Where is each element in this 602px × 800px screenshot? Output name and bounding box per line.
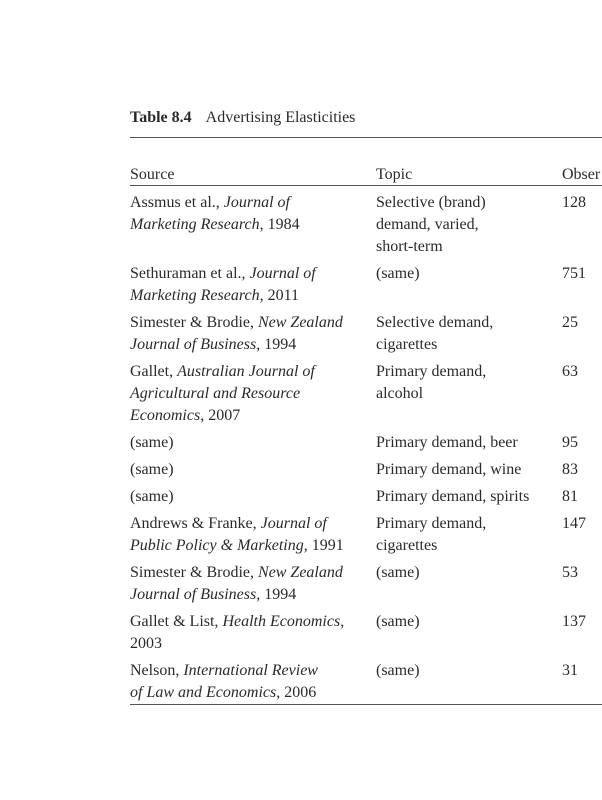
- source-italic-text: International Review: [183, 662, 318, 679]
- source-line: [130, 486, 370, 508]
- cell-topic: [376, 513, 556, 557]
- source-italic-text: Journal of: [260, 515, 327, 532]
- source-line: [130, 405, 370, 427]
- cell-source: [130, 611, 370, 655]
- cell-observations: 63: [562, 363, 578, 380]
- table-number: Table 8.4: [130, 109, 192, 126]
- source-italic-text: New Zealand: [257, 314, 343, 331]
- header-observations: Obser: [562, 166, 601, 183]
- cell-topic: [376, 611, 556, 633]
- cell-observations: 25: [562, 314, 578, 331]
- topic-line: (same): [376, 265, 420, 282]
- source-italic-text: Journal of: [249, 265, 316, 282]
- topic-line: alcohol: [376, 385, 424, 402]
- source-text: 2003: [130, 635, 162, 652]
- top-rule: [130, 137, 602, 138]
- cell-observations: 83: [562, 461, 578, 478]
- topic-line: Primary demand, spirits: [376, 488, 530, 505]
- topic-line: cigarettes: [376, 336, 438, 353]
- topic-line: (same): [376, 662, 420, 679]
- source-text: (same): [130, 461, 174, 478]
- source-line: [130, 682, 370, 704]
- source-line: [130, 513, 370, 535]
- source-text: Simester & Brodie,: [130, 314, 258, 331]
- source-line: [130, 562, 370, 584]
- source-italic-text: Health Economics: [222, 613, 341, 630]
- topic-line: Primary demand, beer: [376, 434, 518, 451]
- source-text: Nelson,: [130, 662, 184, 679]
- source-line: [130, 192, 370, 214]
- topic-line: Primary demand,: [376, 515, 487, 532]
- source-italic-text: Public Policy & Marketing: [130, 537, 304, 554]
- source-line: [130, 459, 370, 481]
- cell-topic: [376, 361, 556, 405]
- cell-topic: [376, 459, 556, 481]
- source-line: [130, 334, 370, 356]
- topic-line: short-term: [376, 238, 443, 255]
- cell-observations: 147: [562, 515, 586, 532]
- source-line: [130, 660, 370, 682]
- source-line: [130, 633, 370, 655]
- source-line: [130, 432, 370, 454]
- cell-observations: 751: [562, 265, 586, 282]
- source-italic-text: Journal of: [223, 194, 290, 211]
- source-text: Gallet & List,: [130, 613, 223, 630]
- source-line: [130, 383, 370, 405]
- cell-source: [130, 660, 370, 704]
- source-text: , 2011: [259, 287, 299, 304]
- source-text: Simester & Brodie,: [130, 564, 258, 581]
- table-title: Advertising Elasticities: [205, 109, 356, 126]
- source-italic-text: Australian Journal of: [177, 363, 315, 380]
- source-line: [130, 263, 370, 285]
- cell-source: [130, 312, 370, 356]
- topic-line: cigarettes: [376, 537, 438, 554]
- topic-line: (same): [376, 564, 420, 581]
- source-italic-text: Journal of Business: [130, 336, 257, 353]
- bottom-rule: [130, 704, 602, 705]
- source-italic-text: Marketing Research: [130, 216, 260, 233]
- source-line: [130, 214, 370, 236]
- header-topic: Topic: [376, 166, 413, 183]
- cell-observations: 81: [562, 488, 578, 505]
- source-italic-text: Marketing Research: [130, 287, 260, 304]
- source-italic-text: Economics: [130, 407, 201, 424]
- cell-topic: [376, 660, 556, 682]
- source-line: [130, 584, 370, 606]
- topic-line: Primary demand, wine: [376, 461, 522, 478]
- cell-source: [130, 459, 370, 481]
- cell-topic: [376, 486, 556, 508]
- source-line: [130, 361, 370, 383]
- source-text: , 1994: [256, 586, 297, 603]
- cell-topic: [376, 192, 556, 258]
- topic-line: Selective (brand): [376, 194, 486, 211]
- header-source: Source: [130, 166, 175, 183]
- source-line: [130, 611, 370, 633]
- source-italic-text: of Law and Economics: [130, 684, 277, 701]
- cell-observations: 31: [562, 662, 578, 679]
- header-rule: [130, 185, 602, 186]
- source-line: [130, 285, 370, 307]
- cell-observations: 53: [562, 564, 578, 581]
- cell-source: [130, 513, 370, 557]
- cell-observations: 95: [562, 434, 578, 451]
- topic-line: Primary demand,: [376, 363, 487, 380]
- cell-observations: 137: [562, 613, 586, 630]
- topic-line: demand, varied,: [376, 216, 479, 233]
- source-text: , 1994: [256, 336, 297, 353]
- cell-source: [130, 432, 370, 454]
- source-line: [130, 312, 370, 334]
- topic-line: Selective demand,: [376, 314, 494, 331]
- source-text: Assmus et al.,: [130, 194, 224, 211]
- source-text: Andrews & Franke,: [130, 515, 261, 532]
- cell-source: [130, 192, 370, 236]
- source-line: [130, 535, 370, 557]
- source-text: , 2006: [276, 684, 317, 701]
- cell-topic: [376, 562, 556, 584]
- source-text: ,: [340, 613, 345, 630]
- source-text: , 2007: [200, 407, 241, 424]
- source-text: (same): [130, 434, 174, 451]
- source-text: Sethuraman et al.,: [130, 265, 250, 282]
- cell-topic: [376, 263, 556, 285]
- cell-source: [130, 263, 370, 307]
- source-italic-text: Journal of Business: [130, 586, 257, 603]
- source-text: (same): [130, 488, 174, 505]
- cell-source: [130, 486, 370, 508]
- source-text: Gallet,: [130, 363, 178, 380]
- source-text: , 1991: [303, 537, 344, 554]
- cell-topic: [376, 432, 556, 454]
- source-text: , 1984: [259, 216, 300, 233]
- cell-topic: [376, 312, 556, 356]
- table-caption: [130, 109, 355, 127]
- cell-observations: 128: [562, 194, 586, 211]
- topic-line: (same): [376, 613, 420, 630]
- source-italic-text: Agricultural and Resource: [130, 385, 301, 402]
- cell-source: [130, 361, 370, 427]
- cell-source: [130, 562, 370, 606]
- source-italic-text: New Zealand: [257, 564, 343, 581]
